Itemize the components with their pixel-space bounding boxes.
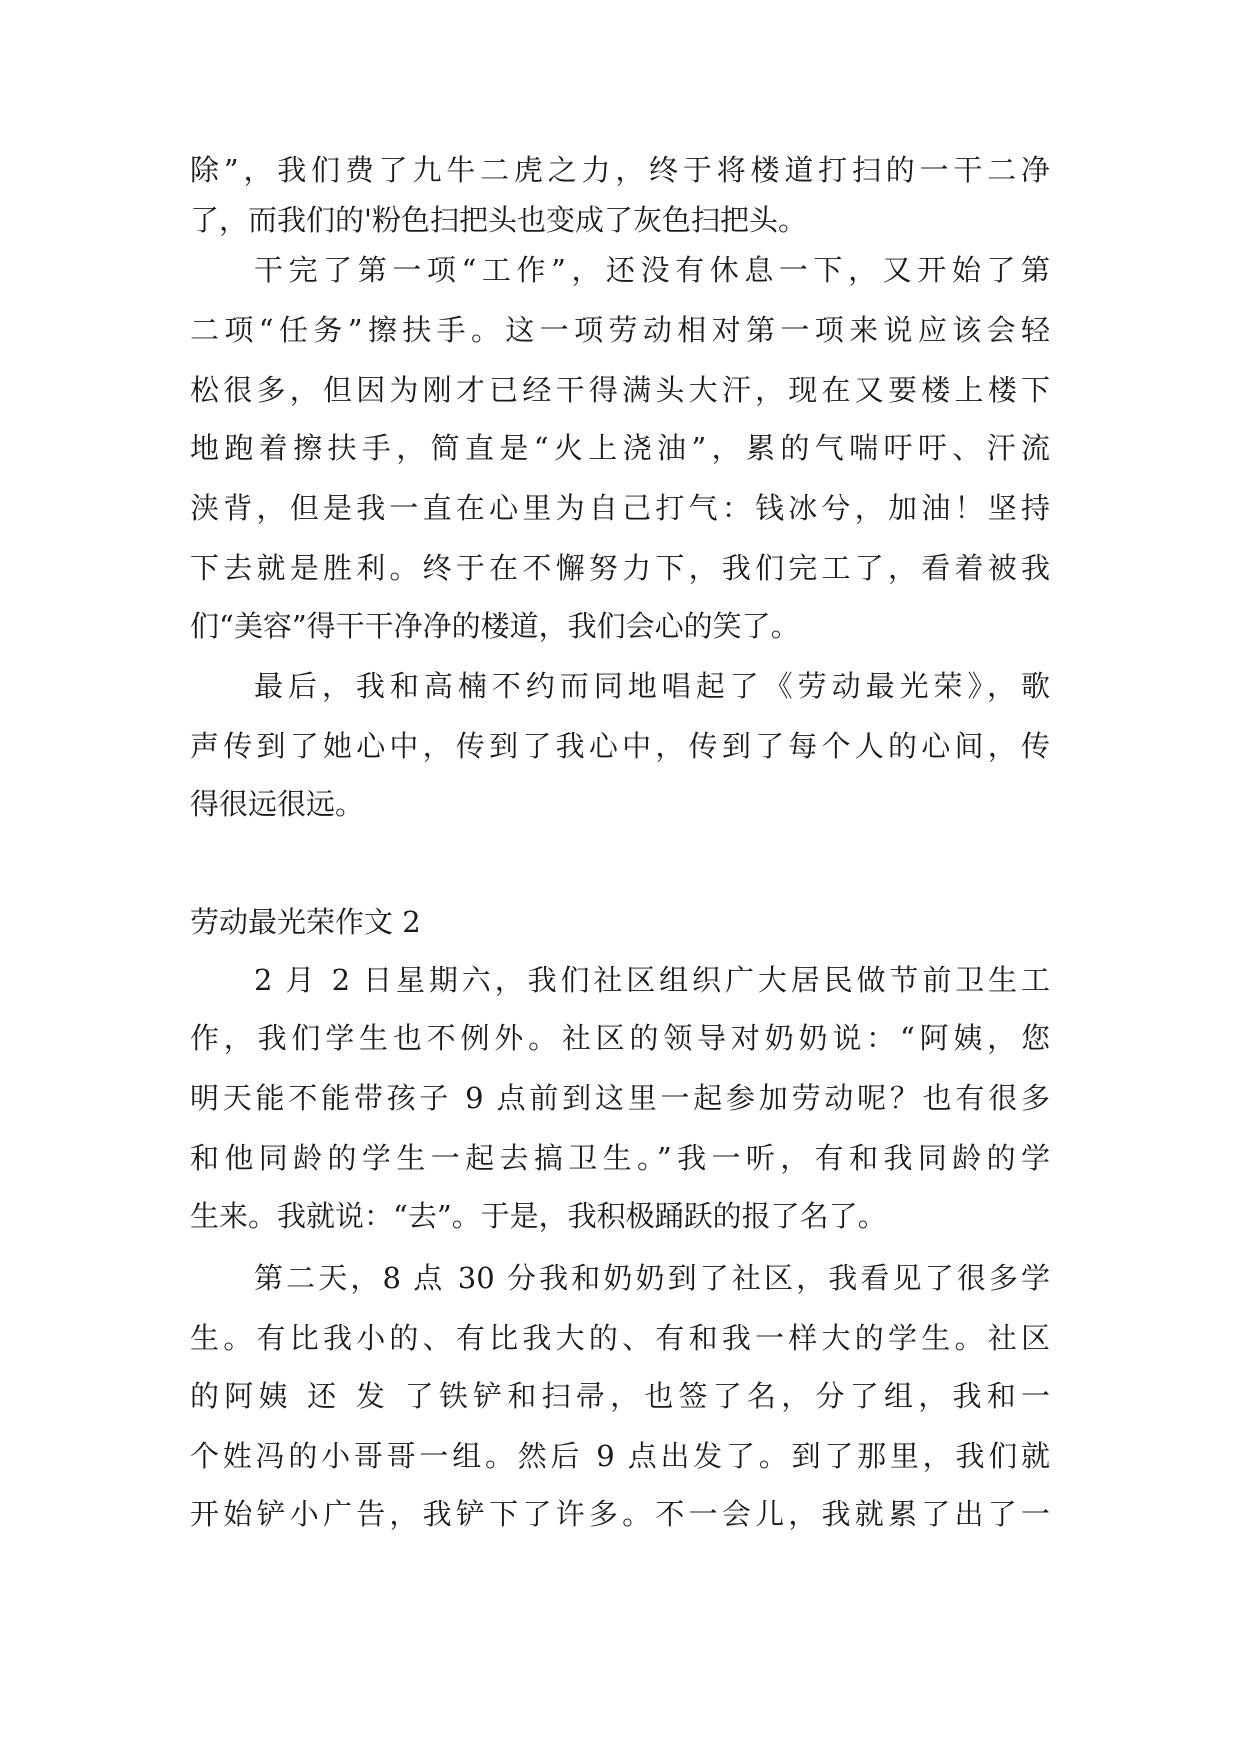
paragraph-line: 和他同龄的学生一起去搞卫生。”我一听，有和我同龄的学: [190, 1141, 1050, 1175]
paragraph-line: 第二天，8 点 30 分我和奶奶到了社区，我看见了很多学: [254, 1261, 1050, 1295]
paragraph-line: 最后，我和高楠不约而同地唱起了《劳动最光荣》，歌: [254, 669, 1050, 703]
paragraph-line: 开始铲小广告，我铲下了许多。不一会儿，我就累了出了一: [190, 1497, 1050, 1531]
paragraph-line: 松很多，但因为刚才已经干得满头大汗，现在又要楼上楼下: [190, 373, 1050, 407]
paragraph-line: 们“美容”得干干净净的楼道，我们会心的笑了。: [190, 609, 800, 643]
paragraph-line: 的阿姨 还 发 了铁铲和扫帚，也签了名，分了组，我和一: [190, 1379, 1050, 1413]
paragraph-line: 声传到了她心中，传到了我心中，传到了每个人的心间，传: [190, 729, 1050, 763]
paragraph-line: 得很远很远。: [190, 787, 365, 821]
section-title: 劳动最光荣作文 2: [190, 905, 421, 939]
paragraph-line: 作，我们学生也不例外。社区的领导对奶奶说：“阿姨，您: [190, 1021, 1050, 1055]
paragraph-line: 下去就是胜利。终于在不懈努力下，我们完工了，看着被我: [190, 551, 1050, 585]
paragraph-line: 2 月 2 日星期六，我们社区组织广大居民做节前卫生工: [254, 963, 1050, 997]
paragraph-line: 明天能不能带孩子 9 点前到这里一起参加劳动呢？也有很多: [190, 1081, 1050, 1115]
paragraph-line: 二项“任务”擦扶手。这一项劳动相对第一项来说应该会轻: [190, 313, 1050, 347]
paragraph-line: 地跑着擦扶手，简直是“火上浇油”，累的气喘吁吁、汗流: [190, 431, 1050, 465]
paragraph-line: 除”，我们费了九牛二虎之力，终于将楼道打扫的一干二净: [190, 153, 1050, 187]
paragraph-line: 生来。我就说：“去”。于是，我积极踊跃的报了名了。: [190, 1199, 887, 1233]
paragraph-line: 生。有比我小的、有比我大的、有和我一样大的学生。社区: [190, 1321, 1050, 1355]
paragraph-line: 浃背，但是我一直在心里为自己打气：钱冰兮，加油！坚持: [190, 491, 1050, 525]
paragraph-line: 了，而我们的'粉色扫把头也变成了灰色扫把头。: [190, 203, 807, 237]
paragraph-line: 干完了第一项“工作”，还没有休息一下，又开始了第: [254, 253, 1050, 287]
paragraph-line: 个姓冯的小哥哥一组。然后 9 点出发了。到了那里，我们就: [190, 1439, 1050, 1473]
